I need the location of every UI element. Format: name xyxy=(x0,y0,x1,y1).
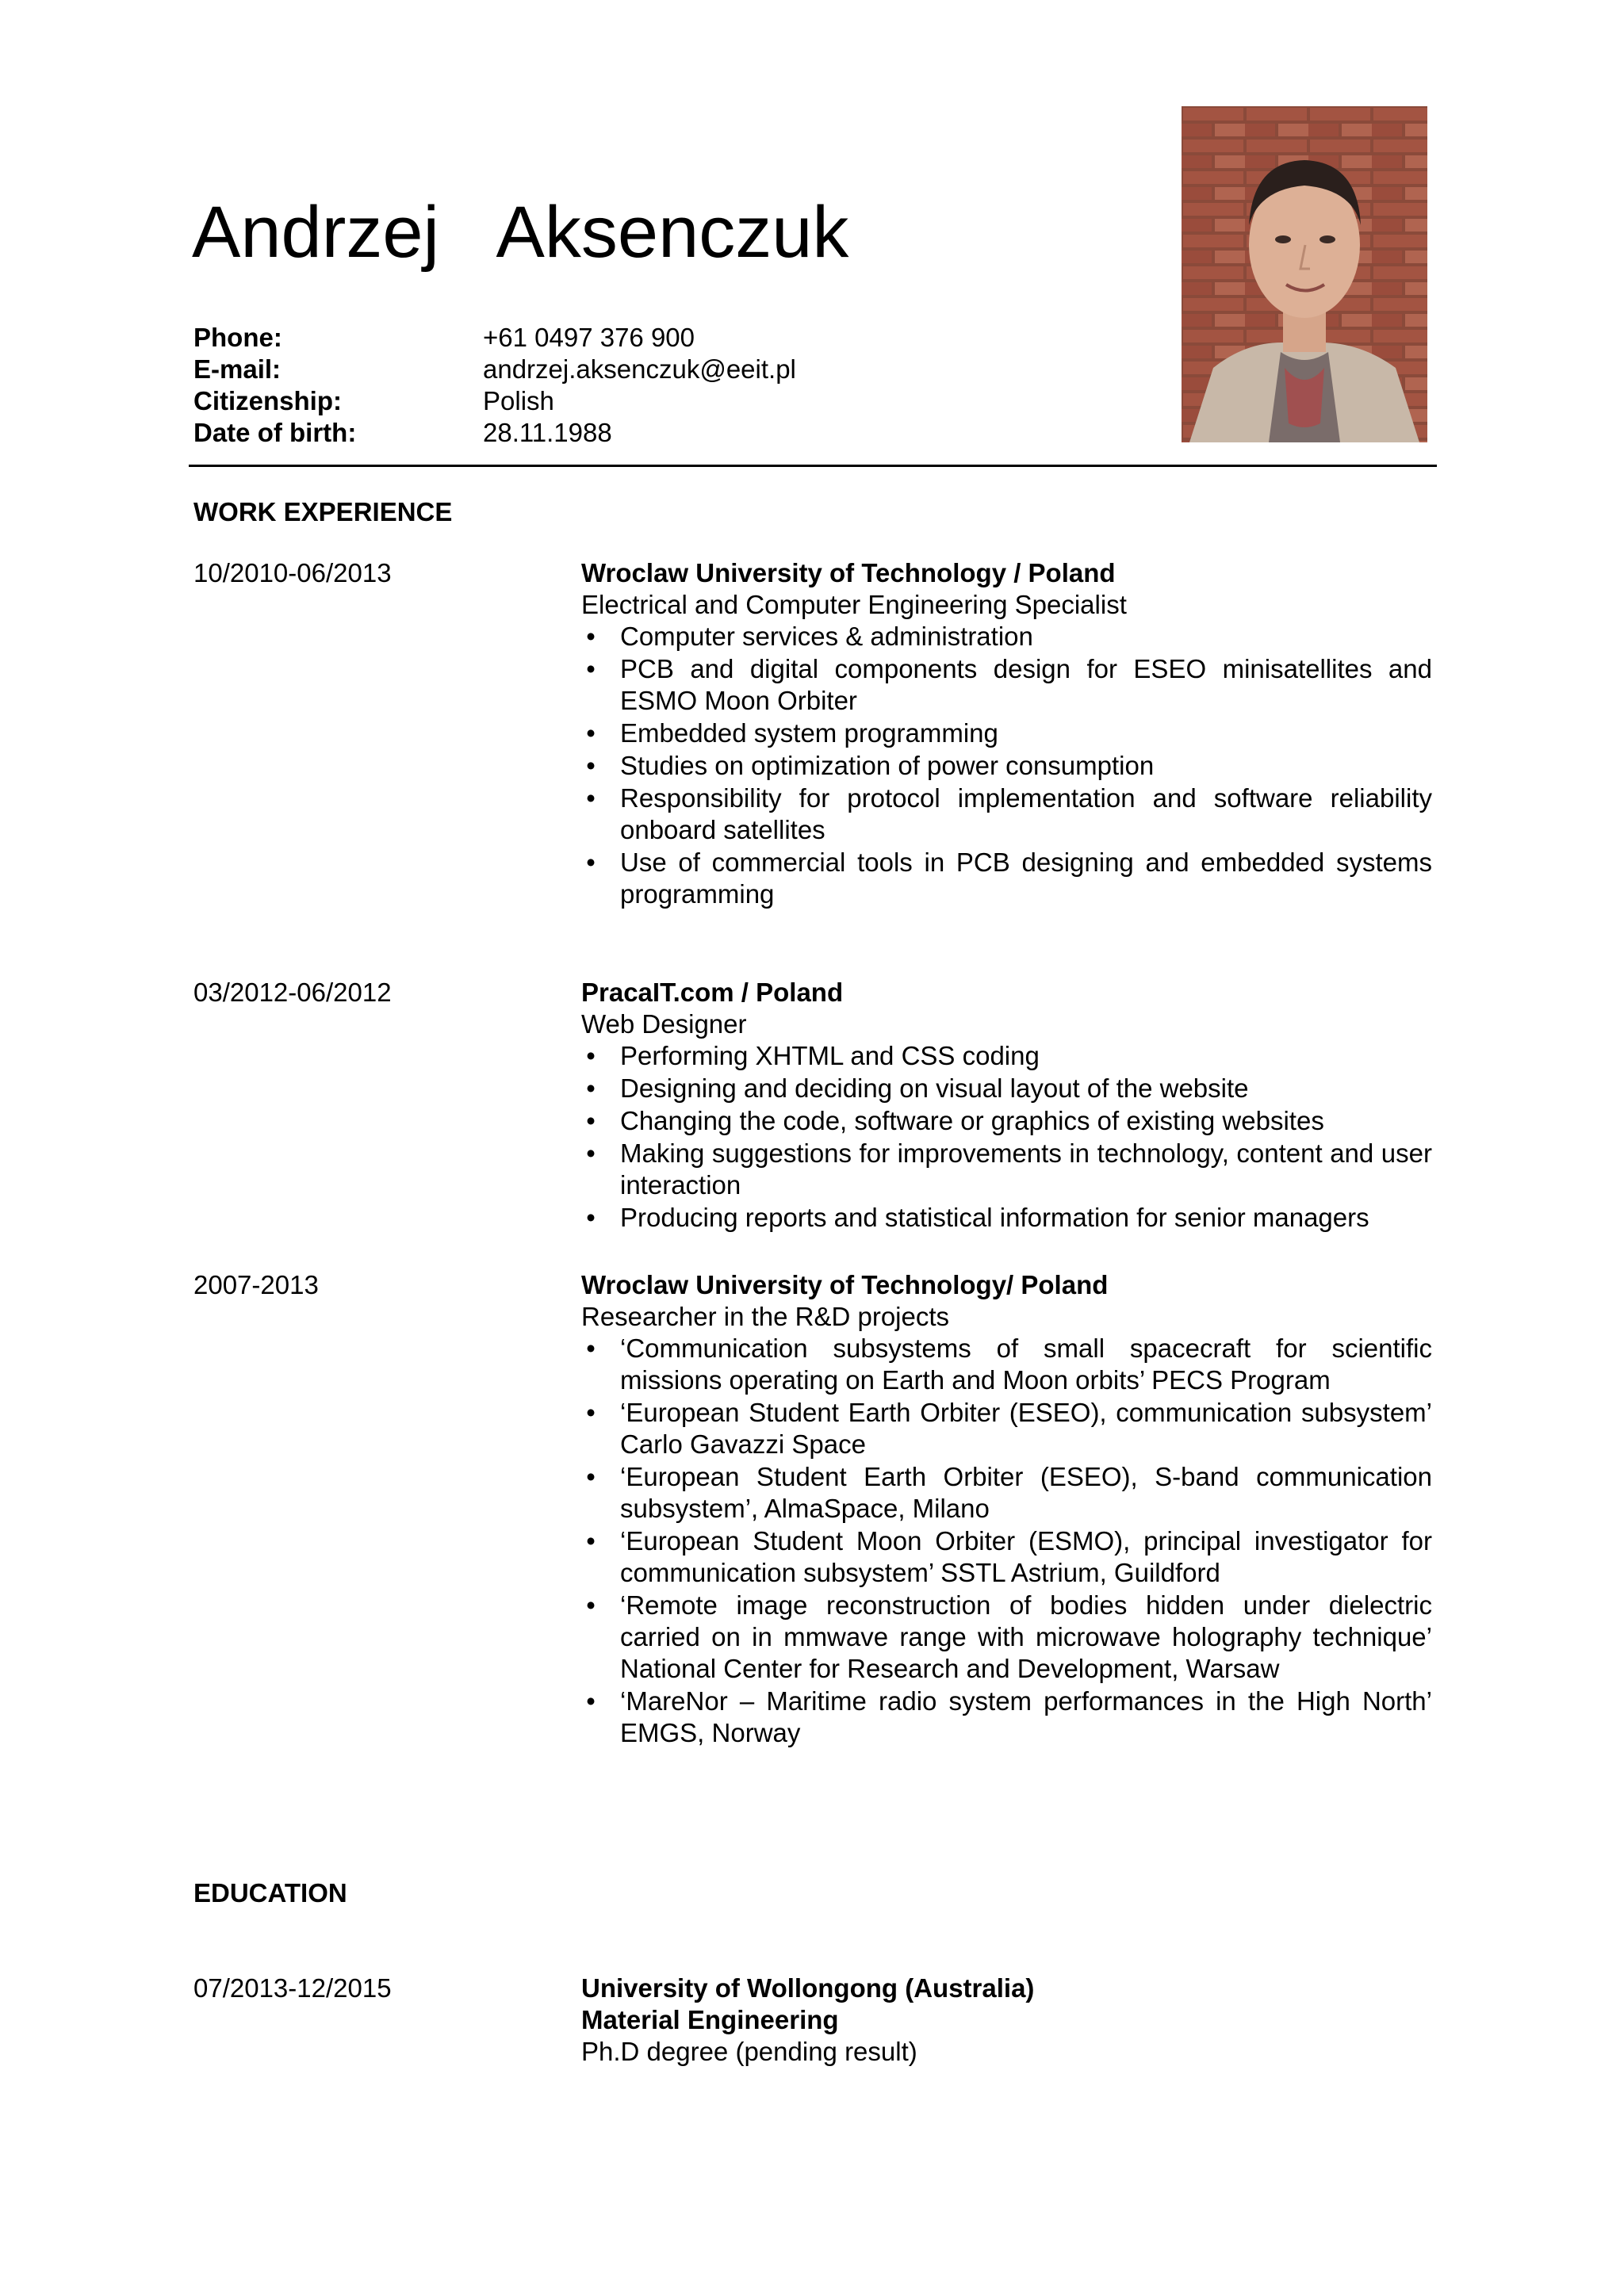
entry-field: Material Engineering xyxy=(581,2005,839,2034)
entry-organization: PracaIT.com / Poland xyxy=(581,978,844,1007)
list-item xyxy=(581,621,1432,652)
entry-date: 03/2012-06/2012 xyxy=(193,978,392,1007)
list-item-text: Designing and deciding on visual layout of the website xyxy=(620,1073,1249,1103)
section-title-education: EDUCATION xyxy=(193,1878,347,1908)
list-item xyxy=(581,1525,1432,1589)
list-item xyxy=(581,1686,1432,1749)
list-item xyxy=(581,783,1432,846)
entry-organization: Wroclaw University of Technology/ Poland xyxy=(581,1270,1109,1299)
entry-organization: Wroclaw University of Technology / Poland xyxy=(581,558,1116,587)
list-item-text: Making suggestions for improvements in technology, content and user interaction xyxy=(620,1138,1432,1200)
bullet-icon: • xyxy=(586,1462,596,1491)
bullet-icon: • xyxy=(586,1398,596,1427)
list-item-text: ‘European Student Earth Orbiter (ESEO), S-band communication subsystem’, AlmaSpace, Milano xyxy=(620,1462,1432,1523)
bullet-icon: • xyxy=(586,1590,596,1620)
contact-value: +61 0497 376 900 xyxy=(483,323,695,352)
entry-date: 10/2010-06/2013 xyxy=(193,558,392,587)
bullet-icon: • xyxy=(586,1526,596,1556)
list-item-text: Changing the code, software or graphics of existing websites xyxy=(620,1106,1324,1135)
list-item xyxy=(581,1073,1432,1104)
list-item-text: Use of commercial tools in PCB designing and embedded systems programming xyxy=(620,848,1432,909)
list-item xyxy=(581,718,1432,749)
bullet-icon: • xyxy=(586,1073,596,1103)
entry-duties xyxy=(581,1040,1432,1234)
bullet-icon: • xyxy=(586,718,596,748)
entry-date: 07/2013-12/2015 xyxy=(193,1973,392,2003)
bullet-icon: • xyxy=(586,622,596,651)
header-divider xyxy=(189,465,1437,467)
list-item xyxy=(581,847,1432,910)
entry-institution: University of Wollongong (Australia) xyxy=(581,1973,1035,2003)
profile-photo xyxy=(1182,106,1427,442)
entry-role: Web Designer xyxy=(581,1009,747,1039)
bullet-icon: • xyxy=(586,1138,596,1168)
entry-role: Researcher in the R&D projects xyxy=(581,1302,950,1331)
list-item-text: ‘European Student Moon Orbiter (ESMO), principal investigator for communication subsystem’ SSTL Astrium, Guildford xyxy=(620,1526,1432,1587)
entry-body xyxy=(581,977,1432,1234)
entry-body xyxy=(581,1269,1432,1750)
entry-projects xyxy=(581,1333,1432,1749)
list-item xyxy=(581,1397,1432,1460)
list-item xyxy=(581,1138,1432,1201)
bullet-icon: • xyxy=(586,1041,596,1070)
bullet-icon: • xyxy=(586,1106,596,1135)
bullet-icon: • xyxy=(586,1203,596,1232)
list-item xyxy=(581,1590,1432,1685)
list-item-text: PCB and digital components design for ESEO minisatellites and ESMO Moon Orbiter xyxy=(620,654,1432,715)
list-item-text: Producing reports and statistical information for senior managers xyxy=(620,1203,1369,1232)
contact-value: andrzej.aksenczuk@eeit.pl xyxy=(483,354,796,384)
entry-duties xyxy=(581,621,1432,910)
list-item xyxy=(581,653,1432,717)
person-name: Andrzej Aksenczuk xyxy=(192,192,849,273)
entry-body xyxy=(581,1973,1432,2068)
contact-value: Polish xyxy=(483,386,554,415)
bullet-icon: • xyxy=(586,1334,596,1363)
entry-body xyxy=(581,557,1432,911)
contact-label: Date of birth: xyxy=(193,418,357,447)
contact-label: Phone: xyxy=(193,323,282,352)
bullet-icon: • xyxy=(586,1686,596,1716)
list-item-text: Studies on optimization of power consumption xyxy=(620,751,1155,780)
bullet-icon: • xyxy=(586,654,596,683)
bullet-icon: • xyxy=(586,751,596,780)
list-item-text: Computer services & administration xyxy=(620,622,1033,651)
list-item xyxy=(581,1202,1432,1234)
list-item-text: ‘Remote image reconstruction of bodies hidden under dielectric carried on in mmwave range with microwave holography technique’ National Center for Research and Development, Warsaw xyxy=(620,1590,1432,1683)
entry-role: Electrical and Computer Engineering Specialist xyxy=(581,590,1127,619)
entry-date: 2007-2013 xyxy=(193,1270,319,1299)
list-item-text: Performing XHTML and CSS coding xyxy=(620,1041,1040,1070)
entry-degree: Ph.D degree (pending result) xyxy=(581,2037,917,2066)
list-item xyxy=(581,1040,1432,1072)
list-item-text: ‘Communication subsystems of small spacecraft for scientific missions operating on Earth and Moon orbits’ PECS Program xyxy=(620,1334,1432,1395)
list-item xyxy=(581,750,1432,782)
list-item-text: Responsibility for protocol implementation and software reliability onboard satellites xyxy=(620,783,1432,844)
list-item-text: ‘European Student Earth Orbiter (ESEO), communication subsystem’ Carlo Gavazzi Space xyxy=(620,1398,1432,1459)
contact-value: 28.11.1988 xyxy=(483,418,612,447)
contact-label: Citizenship: xyxy=(193,386,342,415)
list-item-text: Embedded system programming xyxy=(620,718,998,748)
list-item xyxy=(581,1333,1432,1396)
list-item-text: ‘MareNor – Maritime radio system performances in the High North’ EMGS, Norway xyxy=(620,1686,1432,1747)
list-item xyxy=(581,1105,1432,1137)
list-item xyxy=(581,1461,1432,1525)
bullet-icon: • xyxy=(586,848,596,877)
contact-label: E-mail: xyxy=(193,354,282,384)
section-title-work-experience: WORK EXPERIENCE xyxy=(193,497,453,526)
bullet-icon: • xyxy=(586,783,596,813)
